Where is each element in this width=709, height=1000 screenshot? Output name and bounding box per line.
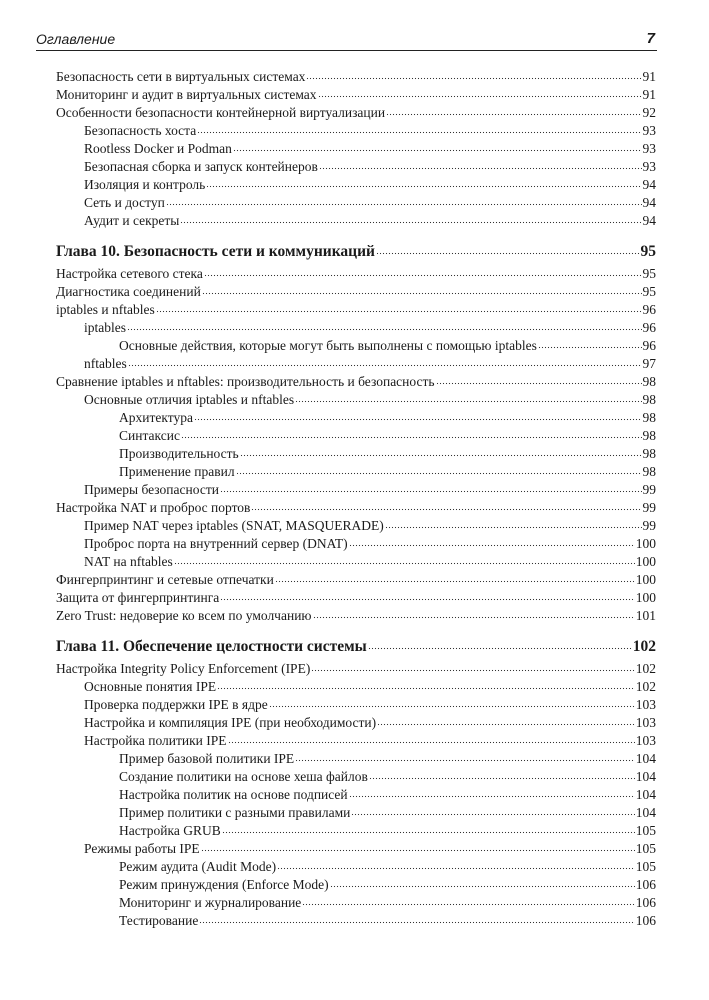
toc-entry-title: NAT на nftables: [84, 554, 173, 569]
dot-leader: [351, 803, 634, 817]
toc-entry-page: 100: [635, 572, 656, 587]
toc-entry-title: Настройка NAT и проброс портов: [56, 500, 251, 515]
toc-entry-title: Безопасность хоста: [84, 123, 197, 138]
toc-entry-title: Настройка политик на основе подписей: [119, 787, 348, 802]
dot-leader: [436, 372, 642, 386]
dot-leader: [194, 408, 642, 422]
dot-leader: [330, 875, 635, 889]
toc-entry: [56, 803, 656, 821]
dot-leader: [349, 785, 635, 799]
toc-entry: [56, 157, 656, 175]
dot-leader: [220, 480, 642, 494]
dot-leader: [206, 175, 641, 189]
toc-entry-page: 100: [635, 590, 656, 605]
toc-entry-page: 99: [642, 500, 656, 515]
toc-entry: [56, 282, 656, 300]
toc-entry-title: Создание политики на основе хеша файлов: [119, 769, 368, 784]
toc-entry: [56, 588, 656, 606]
toc-entry: [56, 659, 656, 677]
toc-entry-title: iptables: [84, 320, 126, 335]
toc-entry: [56, 85, 656, 103]
toc-entry-title: Настройка Integrity Policy Enforcement (IPE): [56, 661, 311, 676]
toc-entry-page: 94: [642, 177, 656, 192]
toc-entry-page: 104: [635, 805, 656, 820]
toc-entry-page: 106: [635, 913, 656, 928]
dot-leader: [236, 462, 642, 476]
toc-entry-page: 96: [642, 320, 656, 335]
dot-leader: [275, 570, 635, 584]
toc-entry-title: Настройка политики IPE: [84, 733, 227, 748]
dot-leader: [174, 552, 635, 566]
dot-leader: [302, 893, 634, 907]
toc-entry: [56, 372, 656, 390]
toc-entry-page: 92: [642, 105, 656, 120]
dot-leader: [127, 318, 642, 332]
dot-leader: [180, 211, 641, 225]
toc-entry: [56, 318, 656, 336]
dot-leader: [318, 85, 642, 99]
page-number: 7: [646, 30, 655, 47]
toc-entry-title: Rootless Docker и Podman: [84, 141, 232, 156]
dot-leader: [386, 103, 641, 117]
toc-entry-title: Пример NAT через iptables (SNAT, MASQUERADE): [84, 518, 384, 533]
toc-entry-title: Фингерпринтинг и сетевые отпечатки: [56, 572, 274, 587]
dot-leader: [197, 121, 641, 135]
toc-entry: [56, 211, 656, 229]
dot-leader: [369, 767, 635, 781]
toc-entry-page: 97: [642, 356, 656, 371]
toc-entry: [56, 534, 656, 552]
toc-entry: [56, 390, 656, 408]
toc-entry: [56, 121, 656, 139]
toc-entry: [56, 336, 656, 354]
toc-entry: [56, 839, 656, 857]
toc-entry-page: 99: [642, 482, 656, 497]
toc-entry-title: Примеры безопасности: [84, 482, 219, 497]
toc-entry: [56, 408, 656, 426]
toc-entry-title: Настройка и компиляция IPE (при необходимости): [84, 715, 377, 730]
toc-entry-title: Проверка поддержки IPE в ядре: [84, 697, 268, 712]
dot-leader: [368, 636, 632, 651]
toc-entry-page: 104: [635, 769, 656, 784]
toc-entry-page: 100: [635, 554, 656, 569]
dot-leader: [204, 264, 642, 278]
toc-entry-title: Диагностика соединений: [56, 284, 201, 299]
dot-leader: [277, 857, 635, 871]
toc-entry: [56, 498, 656, 516]
toc-entry-page: 102: [635, 661, 656, 676]
toc-chapter-entry: [56, 241, 656, 263]
toc-entry-page: 105: [635, 823, 656, 838]
toc-entry-page: 95: [642, 266, 656, 281]
dot-leader: [240, 444, 642, 458]
dot-leader: [199, 911, 634, 925]
dot-leader: [306, 67, 641, 81]
toc-entry-page: 103: [635, 697, 656, 712]
toc-entry: [56, 821, 656, 839]
toc-entry-title: Режим аудита (Audit Mode): [119, 859, 277, 874]
toc-entry: [56, 570, 656, 588]
toc-entry-page: 96: [642, 302, 656, 317]
dot-leader: [385, 516, 642, 530]
toc-entry-page: 96: [642, 338, 656, 353]
dot-leader: [295, 749, 635, 763]
dot-leader: [156, 300, 642, 314]
dot-leader: [295, 390, 641, 404]
toc-entry-page: 91: [642, 69, 656, 84]
toc-entry-title: Аудит и секреты: [84, 213, 180, 228]
toc-entry-title: Безопасная сборка и запуск контейнеров: [84, 159, 318, 174]
toc-entry-page: 94: [642, 213, 656, 228]
dot-leader: [201, 839, 635, 853]
toc-entry-title: Применение правил: [119, 464, 235, 479]
toc-entry-page: 98: [642, 374, 656, 389]
toc-entry-title: Пример базовой политики IPE: [119, 751, 295, 766]
toc-entry: [56, 857, 656, 875]
toc-entry-page: 103: [635, 715, 656, 730]
toc-entry: [56, 67, 656, 85]
dot-leader: [181, 426, 642, 440]
toc-entry: [56, 767, 656, 785]
toc-entry-title: Глава 10. Безопасность сети и коммуникаций: [56, 243, 375, 260]
toc-entry-page: 98: [642, 464, 656, 479]
toc-entry: [56, 480, 656, 498]
toc-entry: [56, 354, 656, 372]
toc-entry: [56, 606, 656, 624]
toc-entry: [56, 785, 656, 803]
dot-leader: [233, 139, 642, 153]
toc-entry: [56, 552, 656, 570]
toc-entry-title: Zero Trust: недоверие ко всем по умолчанию: [56, 608, 312, 623]
dot-leader: [228, 731, 635, 745]
dot-leader: [349, 534, 635, 548]
toc-entry-title: iptables и nftables: [56, 302, 155, 317]
toc-entry-page: 105: [635, 859, 656, 874]
toc-entry-title: Мониторинг и аудит в виртуальных системах: [56, 87, 317, 102]
dot-leader: [217, 677, 635, 691]
dot-leader: [222, 821, 635, 835]
dot-leader: [128, 354, 642, 368]
toc-entry-title: Синтаксис: [119, 428, 180, 443]
toc-entry-page: 98: [642, 410, 656, 425]
toc-entry-page: 95: [642, 284, 656, 299]
toc-entry: [56, 175, 656, 193]
table-of-contents: [56, 67, 656, 929]
toc-entry-title: Основные отличия iptables и nftables: [84, 392, 295, 407]
toc-entry: [56, 677, 656, 695]
toc-entry: [56, 731, 656, 749]
toc-entry-page: 102: [632, 638, 656, 655]
toc-entry-page: 104: [635, 787, 656, 802]
toc-entry: [56, 713, 656, 731]
dot-leader: [311, 659, 634, 673]
toc-entry-page: 95: [640, 243, 656, 260]
toc-entry-title: Пример политики с разными правилами: [119, 805, 351, 820]
dot-leader: [251, 498, 641, 512]
toc-entry-title: Защита от фингерпринтинга: [56, 590, 220, 605]
toc-entry: [56, 444, 656, 462]
toc-entry-title: Сеть и доступ: [84, 195, 165, 210]
toc-entry-title: Режимы работы IPE: [84, 841, 200, 856]
toc-entry-title: Настройка сетевого стека: [56, 266, 203, 281]
toc-entry-page: 99: [642, 518, 656, 533]
toc-entry-title: Режим принуждения (Enforce Mode): [119, 877, 329, 892]
toc-entry: [56, 103, 656, 121]
toc-entry-title: Особенности безопасности контейнерной виртуализации: [56, 105, 386, 120]
toc-entry-title: Настройка GRUB: [119, 823, 221, 838]
toc-entry-page: 100: [635, 536, 656, 551]
toc-entry: [56, 462, 656, 480]
toc-entry: [56, 911, 656, 929]
toc-chapter-entry: [56, 636, 656, 658]
toc-entry-title: Мониторинг и журналирование: [119, 895, 302, 910]
dot-leader: [538, 336, 642, 350]
toc-entry-title: Глава 11. Обеспечение целостности системы: [56, 638, 367, 655]
toc-entry-title: Основные понятия IPE: [84, 679, 217, 694]
toc-entry: [56, 749, 656, 767]
toc-entry: [56, 300, 656, 318]
running-header: [36, 28, 657, 51]
dot-leader: [269, 695, 635, 709]
dot-leader: [202, 282, 642, 296]
toc-entry: [56, 893, 656, 911]
toc-entry-page: 98: [642, 428, 656, 443]
running-header-title: Оглавление: [36, 31, 116, 47]
dot-leader: [313, 606, 635, 620]
toc-entry: [56, 695, 656, 713]
toc-entry-title: Тестирование: [119, 913, 199, 928]
toc-entry-title: Проброс порта на внутренний сервер (DNAT): [84, 536, 348, 551]
toc-entry-title: Изоляция и контроль: [84, 177, 206, 192]
toc-entry-page: 93: [642, 123, 656, 138]
toc-entry: [56, 516, 656, 534]
toc-entry-title: Архитектура: [119, 410, 193, 425]
toc-entry: [56, 193, 656, 211]
toc-entry-title: Сравнение iptables и nftables: производительность и безопасность: [56, 374, 435, 389]
toc-entry-page: 106: [635, 895, 656, 910]
toc-entry: [56, 139, 656, 157]
toc-entry: [56, 426, 656, 444]
dot-leader: [220, 588, 634, 602]
toc-entry-page: 104: [635, 751, 656, 766]
toc-entry: [56, 875, 656, 893]
toc-entry-title: Производительность: [119, 446, 239, 461]
toc-entry-page: 101: [635, 608, 656, 623]
toc-entry-page: 91: [642, 87, 656, 102]
dot-leader: [377, 713, 635, 727]
toc-entry-page: 102: [635, 679, 656, 694]
toc-entry-page: 94: [642, 195, 656, 210]
toc-entry-title: Безопасность сети в виртуальных системах: [56, 69, 306, 84]
dot-leader: [376, 241, 640, 256]
toc-entry-page: 98: [642, 446, 656, 461]
toc-entry-page: 93: [642, 159, 656, 174]
toc-entry-page: 98: [642, 392, 656, 407]
toc-entry-page: 103: [635, 733, 656, 748]
dot-leader: [166, 193, 642, 207]
toc-entry: [56, 264, 656, 282]
toc-entry-title: Основные действия, которые могут быть выполнены с помощью iptables: [119, 338, 537, 353]
toc-entry-title: nftables: [84, 356, 127, 371]
toc-entry-page: 106: [635, 877, 656, 892]
dot-leader: [319, 157, 642, 171]
toc-entry-page: 93: [642, 141, 656, 156]
toc-entry-page: 105: [635, 841, 656, 856]
